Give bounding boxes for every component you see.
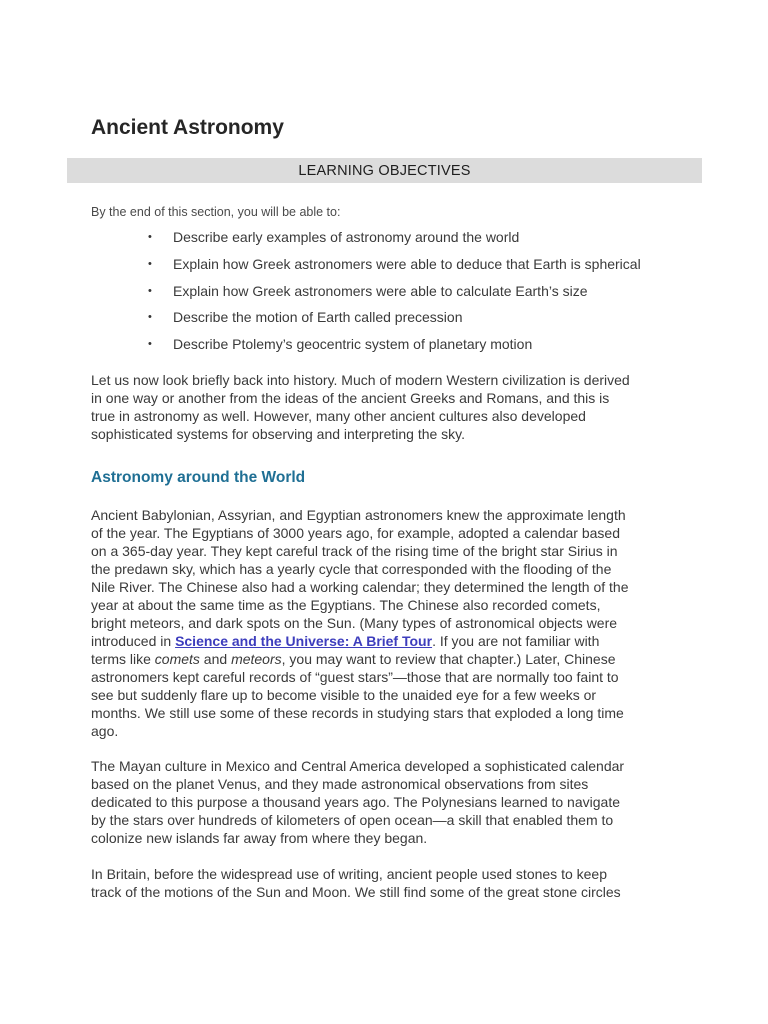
- bullet-icon: •: [148, 311, 152, 324]
- list-item: [146, 281, 641, 308]
- text-line: ago.: [91, 723, 119, 739]
- text-line: colonize new islands far away from where they began.: [91, 830, 428, 846]
- text-line: based on the planet Venus, and they made astronomical observations from sites: [91, 776, 589, 792]
- bullet-icon: •: [148, 257, 152, 270]
- objective-text: Describe the motion of Earth called precession: [173, 309, 463, 326]
- term-meteors: meteors: [231, 651, 282, 667]
- learning-objectives-header: LEARNING OBJECTIVES: [67, 158, 702, 183]
- paragraph-britain: [91, 865, 691, 901]
- text-fragment: terms like: [91, 651, 155, 667]
- text-line: true in astronomy as well. However, many other ancient cultures also developed: [91, 408, 586, 424]
- text-fragment: introduced in: [91, 633, 176, 649]
- text-line: [91, 650, 691, 668]
- list-item: [146, 254, 641, 281]
- text-line: see but suddenly flare up to become visible to the unaided eye for a few weeks or: [91, 687, 597, 703]
- text-line: track of the motions of the Sun and Moon. We still find some of the great stone circles: [91, 884, 621, 900]
- objectives-list: [146, 227, 641, 361]
- text-fragment: , you may want to review that chapter.) Later, Chinese: [281, 651, 616, 667]
- objective-text: Explain how Greek astronomers were able to deduce that Earth is spherical: [173, 255, 641, 272]
- text-line: year at about the same time as the Egyptians. The Chinese also recorded comets,: [91, 597, 601, 613]
- text-line: dedicated to this purpose a thousand years ago. The Polynesians learned to navigate: [91, 794, 620, 810]
- bullet-icon: •: [148, 231, 152, 243]
- list-item: [146, 227, 641, 254]
- text-line: months. We still use some of these records in studying stars that exploded a long time: [91, 705, 624, 721]
- text-line: Ancient Babylonian, Assyrian, and Egyptian astronomers knew the approximate length: [91, 507, 626, 523]
- term-comets: comets: [154, 651, 200, 667]
- text-line: The Mayan culture in Mexico and Central America developed a sophisticated calendar: [91, 758, 625, 774]
- text-line: [91, 632, 691, 650]
- objective-text: Describe Ptolemy’s geocentric system of planetary motion: [173, 336, 533, 353]
- intro-paragraph: [91, 371, 691, 443]
- chapter-link[interactable]: Science and the Universe: A Brief Tour: [175, 633, 433, 649]
- text-line: astronomers kept careful records of “guest stars”—those that are normally too faint to: [91, 669, 619, 685]
- text-line: In Britain, before the widespread use of writing, ancient people used stones to keep: [91, 866, 607, 882]
- text-line: on a 365-day year. They kept careful track of the rising time of the bright star Sirius in: [91, 543, 618, 559]
- section-heading: Astronomy around the World: [91, 469, 306, 486]
- text-line: of the year. The Egyptians of 3000 years ago, for example, adopted a calendar based: [91, 525, 620, 541]
- text-line: bright meteors, and dark spots on the Sun. (Many types of astronomical objects were: [91, 615, 618, 631]
- bullet-icon: •: [148, 284, 152, 297]
- objective-text: Describe early examples of astronomy around the world: [173, 229, 520, 245]
- text-line: Nile River. The Chinese also had a working calendar; they determined the length of the: [91, 579, 629, 595]
- paragraph-ancient-calendars: [91, 506, 691, 740]
- list-item: [146, 307, 641, 334]
- page-title: Ancient Astronomy: [91, 116, 284, 139]
- list-item: [146, 334, 641, 361]
- text-line: the predawn sky, which has a yearly cycle that corresponded with the flooding of the: [91, 561, 612, 577]
- text-line: in one way or another from the ideas of the ancient Greeks and Romans, and this is: [91, 390, 610, 406]
- text-line: by the stars over hundreds of kilometers of open ocean—a skill that enabled them to: [91, 812, 614, 828]
- bullet-icon: •: [148, 338, 152, 351]
- objective-text: Explain how Greek astronomers were able to calculate Earth’s size: [173, 282, 588, 299]
- text-line: Let us now look briefly back into history. Much of modern Western civilization is derived: [91, 372, 630, 388]
- text-fragment: and: [199, 651, 232, 667]
- text-line: sophisticated systems for observing and interpreting the sky.: [91, 426, 466, 442]
- text-fragment: . If you are not familiar with: [432, 633, 600, 649]
- objectives-intro: By the end of this section, you will be able to:: [91, 205, 341, 219]
- paragraph-mayan-polynesian: [91, 757, 691, 847]
